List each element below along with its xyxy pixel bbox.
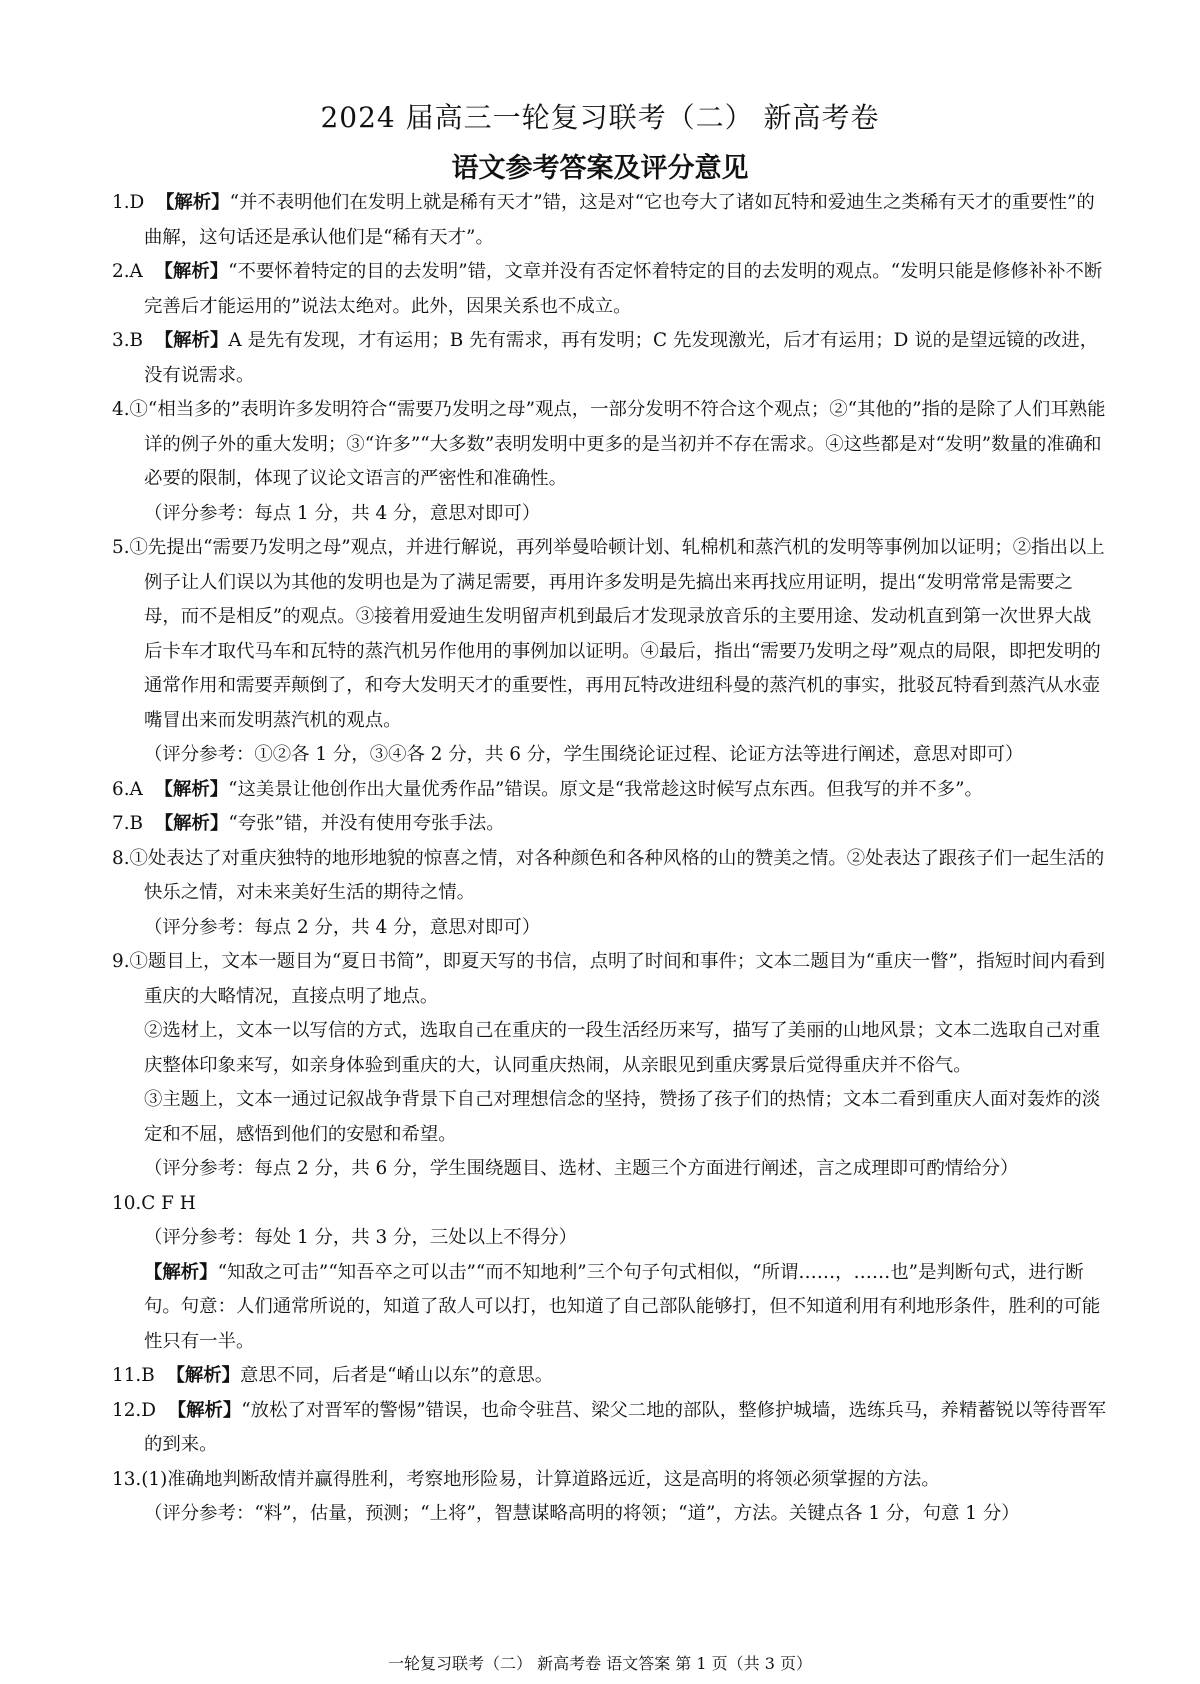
answer-1: 1.D 【解析】“并不表明他们在发明上就是稀有天才”错，这是对“它也夸大了诸如瓦特和爱迪生之类稀有天才的重要性”的曲解，这句话还是承认他们是“稀有天才”。: [112, 192, 1095, 248]
answer-9-point-2: ②选材上，文本一以写信的方式，选取自己在重庆的一段生活经历来写，描写了美丽的山地风景；文本二选取自己对重庆整体印象来写，如亲身体验到重庆的大，认同重庆热闹，从亲眼见到重庆雾景后觉得重庆并不俗气。: [144, 1020, 1101, 1076]
answer-13: 13.(1)准确地判断敌情并赢得胜利，考察地形险易，计算道路远近，这是高明的将领必须掌握的方法。: [112, 1468, 940, 1490]
answer-content: [112, 186, 1108, 1532]
answer-5: 5.①先提出“需要乃发明之母”观点，并进行解说，再列举曼哈顿计划、轧棉机和蒸汽机的发明等事例加以证明；②指出以上例子让人们误以为其他的发明也是为了满足需要，再用许多发明是先搞出来再找应用证明，提出“发明常常是需要之母，而不是相反”的观点。③接着用爱迪生发明留声机到最后才发现录放音乐的主要用途、发动机直到第一次世界大战后卡车才取代马车和瓦特的蒸汽机另作他用的事例加以证明。④最后，指出“需要乃发明之母”观点的局限，即把发明的通常作用和需要弄颠倒了，和夸大发明天才的重要性，再用瓦特改进纽科曼的蒸汽机的事实，批驳瓦特看到蒸汽从水壶嘴冒出来而发明蒸汽机的观点。: [112, 537, 1105, 731]
analysis-tag: 【解析】: [156, 192, 230, 213]
page-title: 2024 届高三一轮复习联考（二） 新高考卷: [320, 101, 880, 134]
score-note-8: （评分参考：每点 2 分，共 4 分，意思对即可）: [144, 916, 541, 938]
score-note-9: （评分参考：每点 2 分，共 6 分，学生围绕题目、选材、主题三个方面进行阐述，言之成理即可酌情给分）: [144, 1158, 1019, 1179]
score-note-13: （评分参考：“料”，估量，预测；“上将”，智慧谋略高明的将领；“道”，方法。关键点各 1 分，句意 1 分）: [144, 1503, 1020, 1524]
analysis-tag: 【解析】: [154, 778, 229, 800]
answer-11: 11.B 【解析】意思不同，后者是“崤山以东”的意思。: [112, 1365, 554, 1386]
analysis-tag: 【解析】: [154, 261, 229, 282]
answer-7: 7.B 【解析】“夸张”错，并没有使用夸张手法。: [112, 813, 505, 834]
score-note-10: （评分参考：每处 1 分，共 3 分，三处以上不得分）: [144, 1227, 577, 1248]
analysis-10: 【解析】“知敌之可击”“知吾卒之可以击”“而不知地利”三个句子句式相似，“所谓……，……也”是判断句式，进行断句。句意：人们通常所说的，知道了敌人可以打，也知道了自己部队能够打，但不知道利用有利地形条件，胜利的可能性只有一半。: [144, 1261, 1101, 1352]
page-subtitle: 语文参考答案及评分意见: [451, 153, 749, 184]
analysis-tag: 【解析】: [166, 1365, 241, 1386]
analysis-tag: 【解析】: [144, 1261, 218, 1283]
answer-8: 8.①处表达了对重庆独特的地形地貌的惊喜之情，对各种颜色和各种风格的山的赞美之情。②处表达了跟孩子们一起生活的快乐之情，对未来美好生活的期待之情。: [112, 847, 1105, 903]
answer-12: 12.D 【解析】“放松了对晋军的警惕”错误，也命令驻莒、梁父二地的部队，整修护城墙，选练兵马，养精蓄锐以等待晋军的到来。: [112, 1399, 1107, 1455]
answer-2: 2.A 【解析】“不要怀着特定的目的去发明”错，文章并没有否定怀着特定的目的去发明的观点。“发明只能是修修补补不断完善后才能运用的”说法太绝对。此外，因果关系也不成立。: [112, 261, 1103, 317]
analysis-tag: 【解析】: [167, 1399, 242, 1421]
page-footer: 一轮复习联考（二） 新高考卷 语文答案 第 1 页（共 3 页）: [388, 1654, 812, 1673]
answer-9: 9.①题目上，文本一题目为“夏日书简”，即夏天写的书信，点明了时间和事件；文本二题目为“重庆一瞥”，指短时间内看到重庆的大略情况，直接点明了地点。: [112, 951, 1106, 1007]
score-note-5: （评分参考：①②各 1 分，③④各 2 分，共 6 分，学生围绕论证过程、论证方法等进行阐述，意思对即可）: [144, 744, 1024, 765]
answer-6: 6.A 【解析】“这美景让他创作出大量优秀作品”错误。原文是“我常趁这时候写点东西。但我写的并不多”。: [112, 778, 983, 800]
answer-9-point-3: ③主题上，文本一通过记叙战争背景下自己对理想信念的坚持，赞扬了孩子们的热情；文本二看到重庆人面对轰炸的淡定和不屈，感悟到他们的安慰和希望。: [144, 1089, 1101, 1145]
analysis-tag: 【解析】: [154, 330, 229, 351]
answer-4: 4.①“相当多的”表明许多发明符合“需要乃发明之母”观点，一部分发明不符合这个观点；②“其他的”指的是除了人们耳熟能详的例子外的重大发明；③“许多”“大多数”表明发明中更多的是当初并不存在需求。④这些都是对“发明”数量的准确和必要的限制，体现了议论文语言的严密性和准确性。: [112, 399, 1106, 489]
score-note-4: （评分参考：每点 1 分，共 4 分，意思对即可）: [144, 502, 541, 524]
answer-3: 3.B 【解析】A 是先有发现，才有运用；B 先有需求，再有发明；C 先发现激光，后才有运用；D 说的是望远镜的改进，没有说需求。: [112, 330, 1099, 386]
answer-10: 10.C F H: [112, 1192, 196, 1214]
analysis-tag: 【解析】: [154, 813, 229, 834]
